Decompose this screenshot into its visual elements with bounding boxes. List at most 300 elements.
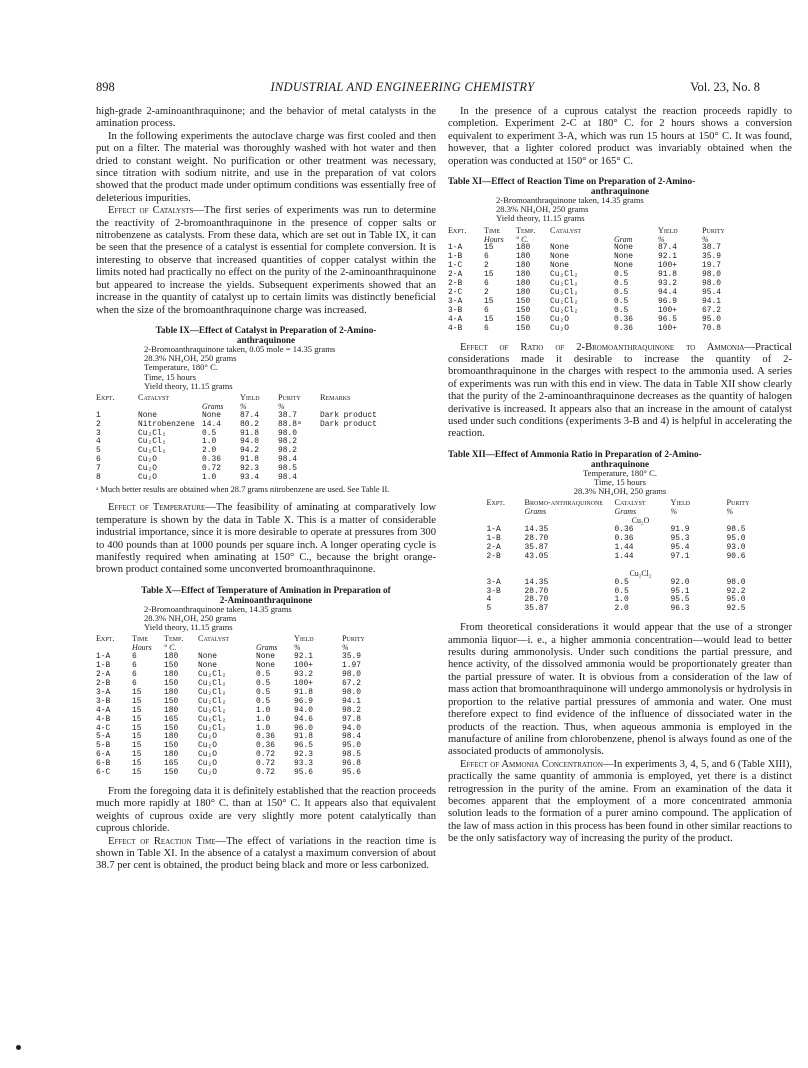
table-cell: 15 [132,750,142,760]
table-cell: 180 [516,279,531,289]
unit-cell: Grams [614,507,637,517]
table-cell: 0.72 [256,759,275,769]
table-row [96,769,369,778]
unit-cell: % [670,507,678,517]
table-cell: 5-B [96,741,111,751]
table-cell: 0.5 [256,696,271,706]
meta-line: 2-Bromoanthraquinone taken, 0.05 mole = 14.35 grams [144,343,336,354]
table-cell: 95.4 [702,287,721,297]
table-cell: 100+ [658,305,677,315]
table-cell: 96.5 [294,741,313,751]
table-cell: Cu₂O [198,750,217,760]
table-cell: 91.8 [658,270,677,280]
column-header: Expt. [448,225,467,235]
column-header: Expt. [96,634,115,644]
table-cell: 95.4 [670,542,690,552]
table-cell: 94.0 [342,723,361,733]
table-cell: Nitrobenzene [138,419,195,429]
table-cell: 0.5 [614,305,629,315]
table-cell: 94.1 [702,296,721,306]
table-row [448,316,729,325]
table-cell: 0.5 [614,296,629,306]
table-cell: 94.2 [240,446,259,456]
table-cell [320,465,381,474]
table-cell: None [138,410,157,420]
table-cell: 2-B [96,678,111,688]
unit-cell: Hours [484,234,504,244]
table-cell: Dark product [320,419,377,429]
paragraph-text: —The first series of experiments was run to determine the reactivity of 2-bromoanthraquinone in the presence of copper salts or nitrobenzene as catalysts. From these data, which are set out in Table IX, it can be seen that the presence of a catalyst is essential for complete conversion. It is interesting to observe that increased quantities of copper catalyst within the limits noted had practically no effect on the purity of the 2-aminoanthraquinone but appeared to increase the yields. Subsequent experiments showed that an increase in the quantity of catalyst up to certain limits was distinctly beneficial when the size of the bromoanthraquinone charge was increased. [96,205,437,316]
table-meta [96,605,436,633]
table-row [448,325,729,334]
table-meta [96,345,436,391]
table-cell: 0.5 [614,287,629,297]
column-header: Purity [278,392,301,402]
table-cell: 180 [516,243,531,253]
table-cell: 3-A [486,577,501,587]
table-cell: 2 [484,287,489,297]
table-cell: 87.4 [240,410,259,420]
table-grid [96,635,369,778]
section-head: Effect of Catalysts [108,205,194,217]
table-cell: None [202,410,221,420]
table-cell: 98.0 [342,687,361,697]
table-cell: 1.0 [256,714,271,724]
paragraph: In the following experiments the autoclave charge was first cooled and then put on a filter. The material was thoroughly washed with hot water and then dried to constant weight. No purification or other treatment was necessary, since titration with sodium nitrite, and use in the preparation of vat colors showed that the product made under optimum conditions was essentially free of deleterious impurities. [96,130,436,204]
column-header: Remarks [320,392,351,402]
paragraph-text: —In experiments 3, 4, 5, and 6 (Table XIII), practically the same quantity of ammonia is employed, yet there is a distinct retrogression in the purity of the amine. From an examination of the data it becomes apparent that the employment of a more concentrated ammonia solution leads to the formation of a purer amino compound. The application of the law of mass action in this process has been found in other similar reactions to be the only satisfactory way of increasing the purity of the product. [448,758,792,845]
table-cell: Cu₂Cl₂ [138,428,167,438]
table-cell: 180 [164,705,179,715]
meta-line: 28.3% NH₄OH, 250 grams [144,613,237,624]
table-cell: 91.8 [240,428,259,438]
table-cell: 5-A [96,732,111,742]
table-cell: 38.7 [702,243,721,253]
table-cell: 1.0 [614,595,629,605]
table-cell: Cu₂Cl₂ [550,305,579,315]
column-header: Purity [342,634,365,644]
table-cell: Dark product [320,410,377,420]
table-cell: None [550,261,569,271]
table-grid [487,499,754,614]
table-cell: None [614,261,633,271]
paragraph [96,205,436,317]
table-cell: 0.72 [256,750,275,760]
table-cell: 67.2 [342,678,361,688]
table-cell: 95.0 [726,534,746,543]
table-cell: 98.4 [278,473,297,483]
table-cell: 0.72 [256,768,275,778]
table-cell: 98.2 [278,446,297,456]
table-cell: 100+ [658,323,677,333]
table-cell: Cu₂Cl₂ [198,678,227,688]
paragraph [96,836,436,873]
table-cell: 0.5 [256,678,271,688]
table-cell: 0.5 [614,586,629,596]
table-cell: 2 [484,261,489,271]
table-cell: 6 [484,279,489,289]
meta-line: Yield theory, 11.15 grams [144,622,233,633]
table-cell: 1.44 [614,551,634,561]
table-cell: 91.8 [294,732,313,742]
meta-line: 2-Bromoanthraquinone taken, 14.35 grams [144,603,292,614]
table-cell: 95.1 [670,586,690,596]
table-cell: 6 [96,455,101,465]
paragraph: high-grade 2-aminoanthraquinone; and the behavior of metal catalysts in the amination process. [96,106,436,130]
table-xi [448,176,792,333]
unit-cell: % [278,401,285,411]
table-cell: Cu₂Cl₂ [198,687,227,697]
paragraph: In the presence of a cuprous catalyst the reaction proceeds rapidly to completion. Experiment 2-C at 180° C. for 2 hours shows a conversion equivalent to experiment 3-A, which was run 15 hours at 150° C. It was found, however, that a lighter colored product was invariably obtained when the operation was conducted at 150° or 165° C. [448,106,792,167]
table-cell: 98.0 [702,270,721,280]
table-cell: Cu₂O [550,314,569,324]
table-cell: 0.5 [614,270,629,280]
table-xii [448,449,792,614]
table-cell: Cu₂Cl₂ [198,670,227,680]
column-header: Yield [240,392,260,402]
unit-cell: % [240,401,247,411]
table-cell: Cu₂Cl₂ [198,696,227,706]
table-cell: 1 [96,410,101,420]
table-cell: 2-B [486,551,501,561]
table-x [96,585,436,778]
unit-cell: % [342,643,349,653]
table-cell: 180 [516,261,531,271]
table-cell: 1.0 [256,705,271,715]
group-label: Cu₂O [631,516,650,526]
table-cell: 98.5 [342,750,361,760]
caption-line: Table X—Effect of Temperature of Amination in Preparation of [141,584,391,595]
table-cell: None [256,652,275,662]
caption-line: anthraquinone [590,458,650,469]
table-cell: 6 [132,652,137,662]
table-cell: 2-A [448,270,463,280]
meta-line: Yield theory, 11.15 grams [496,213,585,224]
column-header: Yield [658,225,678,235]
unit-cell: % [658,234,665,244]
table-cell: 15 [132,759,142,769]
column-header: Temp. [164,634,184,644]
table-cell: 88.8ᵃ [278,419,302,429]
table-caption [448,176,792,196]
table-cell: 0.5 [256,670,271,680]
table-cell: 35.87 [524,604,549,614]
table-cell: 95.0 [702,314,721,324]
meta-line: Temperature, 180° C. [583,467,657,478]
table-cell: 15 [132,687,142,697]
table-cell: 15 [484,314,494,324]
table-cell: 93.4 [240,473,259,483]
table-cell: 38.7 [278,410,297,420]
table-cell: 2 [96,419,101,429]
table-cell: 3 [96,428,101,438]
table-cell: Cu₂O [138,473,157,483]
column-header: Catalyst [614,498,646,508]
table-cell: Cu₂Cl₂ [138,446,167,456]
meta-line: 28.3% NH₄OH, 250 grams [496,204,589,215]
table-row [96,474,381,483]
table-cell: 180 [164,750,179,760]
meta-line: 28.3% NH₄OH, 250 grams [573,486,667,497]
table-cell: 0.36 [202,455,221,465]
table-cell: 0.36 [614,314,633,324]
meta-line: Temperature, 180° C. [144,362,218,373]
table-cell: 97.1 [670,551,690,561]
unit-cell: ° C. [516,234,529,244]
table-cell: 100+ [294,678,313,688]
table-cell: 1-B [486,534,501,543]
table-cell: 14.35 [524,577,549,587]
table-cell: 0.36 [614,323,633,333]
unit-cell: Gram [614,234,633,244]
table-cell: 6 [484,252,489,262]
table-cell: 96.5 [658,314,677,324]
table-cell: 95.0 [342,741,361,751]
table-cell: Cu₂Cl₂ [550,296,579,306]
table-cell: None [550,252,569,262]
table-cell: 2-C [448,287,463,297]
table-cell: 98.0 [342,670,361,680]
table-cell: 4-C [96,723,111,733]
paragraph: From the foregoing data it is definitely established that the reaction proceeds much more rapidly at 180° C. than at 150° C. It appears also that equivalent weights of cuprous oxide are very slightly more potent catalytically than cuprous chloride. [96,785,436,835]
margin-dot [16,1045,21,1050]
table-cell: 7 [96,464,101,474]
table-cell: 150 [164,741,179,751]
table-cell: 93.2 [294,670,313,680]
table-caption [96,585,436,605]
unit-cell: % [702,234,709,244]
table-cell: 0.5 [614,279,629,289]
table-cell: 96.9 [658,296,677,306]
table-cell: Cu₂Cl₂ [550,270,579,280]
table-cell: 1-A [96,652,111,662]
table-cell: 93.2 [658,279,677,289]
column-header: Expt. [96,392,115,402]
table-cell [320,474,381,483]
section-head: Effect of Reaction Time [108,835,216,847]
table-cell: 6-A [96,750,111,760]
table-cell: 95.5 [670,595,690,605]
caption-line: Table XII—Effect of Ammonia Ratio in Preparation of 2-Amino- [448,448,702,459]
table-cell: 28.70 [524,586,549,596]
table-cell: Cu₂Cl₂ [198,723,227,733]
table-cell: 98.2 [342,705,361,715]
table-cell: 28.70 [524,595,549,605]
table-cell: 15 [484,243,494,253]
meta-line: Time, 15 hours [594,476,646,487]
column-header: Catalyst [198,634,230,644]
table-cell: 1-B [448,252,463,262]
table-cell: 15 [484,296,494,306]
table-cell: 98.5 [278,464,297,474]
table-row [448,298,729,307]
table-row [448,244,729,253]
table-cell: 15 [132,723,142,733]
table-cell: 0.5 [202,428,217,438]
table-cell: 98.2 [278,437,297,447]
table-cell: 0.36 [256,732,275,742]
table-cell: 180 [164,670,179,680]
unit-cell: % [726,507,734,517]
table-cell: 1.0 [256,723,271,733]
table-meta [448,196,792,224]
table-cell: 0.5 [614,577,629,587]
table-row [487,605,754,614]
table-cell: 2.0 [202,446,217,456]
table-cell: 92.5 [726,604,746,614]
table-cell: 98.4 [342,732,361,742]
table-cell: 1.0 [202,437,217,447]
table-cell [320,447,381,456]
table-cell: 6 [484,305,489,315]
table-cell: 0.36 [256,741,275,751]
meta-line: 2-Bromoanthraquinone taken, 14.35 grams [496,195,644,206]
table-cell: 165 [164,759,179,769]
caption-line: anthraquinone [590,186,650,197]
column-header: Yield [294,634,314,644]
table-row [448,271,729,280]
table-cell: 19.7 [702,261,721,271]
table-cell: 96.3 [670,604,690,614]
table-cell: 95.6 [342,768,361,778]
section-head: Effect of Ratio of 2-Bromoanthraquinone to Ammonia [460,341,745,353]
column-header: Temp. [516,225,536,235]
table-cell: 180 [516,252,531,262]
table-cell: 6-B [96,759,111,769]
paragraph [448,342,792,441]
table-caption [96,325,436,345]
table-cell: 94.0 [240,437,259,447]
table-cell: 4-A [448,314,463,324]
volume-info: Vol. 23, No. 8 [690,80,760,94]
table-cell: 150 [164,768,179,778]
table-cell: 5 [96,446,101,456]
unit-cell [487,508,525,517]
table-cell: 0.5 [256,687,271,697]
table-cell: Cu₂O [138,464,157,474]
table-cell: 92.0 [670,577,690,587]
table-cell: 6-C [96,768,111,778]
table-cell: 98.5 [726,525,746,535]
table-cell: 15 [484,270,494,280]
table-cell: 165 [164,714,179,724]
table-cell: 67.2 [702,305,721,315]
table-cell: 90.6 [726,551,746,561]
meta-line: 28.3% NH₄OH, 250 grams [144,353,237,364]
column-header: Catalyst [550,225,582,235]
page-number: 898 [96,80,115,94]
table-cell: 150 [164,661,179,671]
caption-line: anthraquinone [236,334,296,345]
table-cell: 150 [164,696,179,706]
table-cell: 14.35 [524,525,549,535]
table-row [448,280,729,289]
table-cell: Cu₂O [550,323,569,333]
table-cell: Cu₂O [138,455,157,465]
table-cell: 80.2 [240,419,259,429]
table-cell: Cu₂Cl₂ [138,437,167,447]
paragraph-text: —Practical considerations made it desirable to increase the quantity of 2-bromoanthraquinone in the charges with respect to the ammonia used. A series of experiments was run with this end in view. The data in Table XII show clearly that the purity of the 2-aminoanthraquinone decreases as the quantity of halogen derivative is increased. It appears also that an increase in the amount of catalyst used under such conditions (experiments 3-B and 4) is helpful in accelerating the reaction. [448,341,792,440]
table-cell: 150 [516,296,531,306]
table-cell: 92.2 [726,586,746,596]
table-grid [448,227,729,334]
table-cell: 35.87 [524,542,549,552]
table-cell [320,456,381,465]
table-cell: 6 [132,670,137,680]
table-cell: 28.70 [524,534,549,543]
table-cell: 92.1 [294,652,313,662]
page-header [96,80,760,96]
table-cell: 180 [164,732,179,742]
table-row [487,553,754,562]
table-cell: 3-A [448,296,463,306]
table-cell: 95.0 [726,595,746,605]
table-cell: Cu₂Cl₂ [198,714,227,724]
unit-cell: Grams [202,401,224,411]
table-cell: 95.3 [670,534,690,543]
table-cell: None [198,652,217,662]
paragraph [448,759,792,846]
table-grid [96,394,381,483]
table-cell: 3-B [486,586,501,596]
table-cell: 43.05 [524,551,549,561]
table-cell: 4-A [96,705,111,715]
table-cell: Cu₂O [198,741,217,751]
table-cell: 4 [486,595,492,605]
column-header: Time [484,225,500,235]
table-cell: 6 [132,661,137,671]
table-cell: None [198,661,217,671]
table-cell: 96.9 [294,696,313,706]
table-cell: 150 [516,305,531,315]
table-cell: 1-C [448,261,463,271]
table-cell: 100+ [294,661,313,671]
table-cell: 8 [96,473,101,483]
caption-line: Table XI—Effect of Reaction Time on Preparation of 2-Amino- [448,176,696,187]
table-cell: 70.8 [702,323,721,333]
table-cell: None [614,252,633,262]
table-cell: 98.0 [726,577,746,587]
table-cell: 150 [516,314,531,324]
table-cell: 180 [164,652,179,662]
table-cell: Cu₂O [198,732,217,742]
table-cell: 3-A [96,687,111,697]
table-cell: 1.0 [202,473,217,483]
table-cell: 180 [164,687,179,697]
table-cell: 14.4 [202,419,221,429]
table-cell: 94.0 [294,705,313,715]
table-cell: 92.3 [294,750,313,760]
column-header: Catalyst [138,392,170,402]
table-cell: Cu₂Cl₂ [198,705,227,715]
table-cell: 92.1 [658,252,677,262]
table-footnote: ᵃ Much better results are obtained when 28.7 grams nitrobenzene are used. See Table II. [96,484,390,494]
unit-cell: % [294,643,301,653]
paragraph: From theoretical considerations it would appear that the use of a stronger ammonia liquor—i. e., a higher ammonia concentration—would lead to better results during ammonolysis. Under such conditions the partial pressure, and hence activity, of the dissolved ammonia would be proportionately greater than the partial pressure of water. It is obvious from a consideration of the law of mass action that bromoanthraquinone will undergo ammonolysis or hydrolysis in proportion to the relative partial pressures of ammonia and water. One must therefore expect to find evidence of the influence of dissociated water in the products of the reaction. Thus, when aqueous ammonia is employed in the manufacture of aniline from chlorobenzene, phenol is always found as one of the associated products of ammonolysis. [448,622,792,758]
table-cell [320,430,381,439]
table-cell: 4 [96,437,101,447]
meta-line: Time, 15 hours [144,371,196,382]
table-cell: 6 [484,323,489,333]
journal-title: INDUSTRIAL AND ENGINEERING CHEMISTRY [270,80,535,94]
table-cell: 6 [132,678,137,688]
table-cell: 91.8 [240,455,259,465]
table-cell: 4-B [448,323,463,333]
table-cell: 0.36 [614,525,634,535]
table-cell: Cu₂Cl₂ [550,287,579,297]
paragraph [96,502,436,576]
table-cell: None [614,243,633,253]
